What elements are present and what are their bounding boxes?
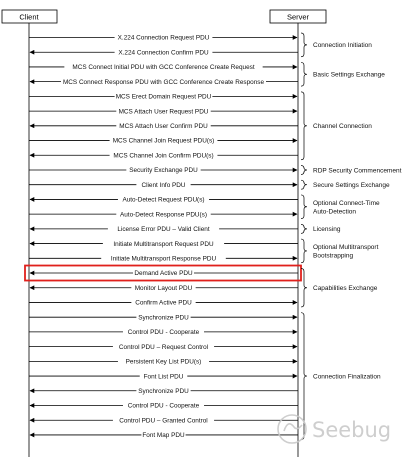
phase-label: Basic Settings Exchange [313, 71, 385, 79]
message-row [30, 239, 298, 248]
phase-group [301, 92, 372, 160]
message-row [30, 48, 298, 57]
message-label: Font Map PDU [142, 432, 185, 440]
message-row [30, 121, 298, 130]
message-label: MCS Erect Domain Request PDU [115, 93, 212, 101]
phase-group [301, 269, 378, 307]
message-label: MCS Channel Join Confirm PDU(s) [113, 152, 214, 160]
phase-brace [301, 165, 307, 174]
message-row [29, 342, 297, 351]
phase-group [301, 239, 379, 263]
message-label: MCS Channel Join Request PDU(s) [112, 137, 215, 145]
message-row [29, 313, 297, 322]
phase-group [301, 180, 390, 189]
message-row [30, 416, 298, 425]
phase-label: Optional Connect-Time [313, 199, 380, 207]
message-row [29, 357, 297, 366]
message-label: Client Info PDU [141, 181, 186, 189]
message-row [30, 401, 298, 410]
message-row [30, 77, 298, 86]
message-row [30, 224, 298, 233]
message-label: X.224 Connection Confirm PDU [118, 49, 209, 57]
phase-brace [301, 62, 307, 86]
phases [301, 33, 402, 439]
phase-label: Optional Multitransport [313, 243, 379, 251]
message-row [29, 165, 297, 174]
message-label: Font List PDU [143, 373, 184, 381]
messages [25, 33, 301, 439]
message-row [29, 33, 297, 42]
phase-group [301, 33, 372, 57]
message-label: Auto-Detect Response PDU(s) [119, 211, 208, 219]
message-label: MCS Attach User Confirm PDU [119, 123, 208, 131]
message-label: Control PDU - Cooperate [127, 402, 200, 410]
phase-label: Auto-Detection [313, 208, 356, 216]
phase-group [301, 165, 402, 174]
phase-brace [301, 180, 307, 189]
phase-label: Licensing [313, 226, 341, 234]
message-label: Demand Active PDU [134, 270, 193, 278]
message-row [30, 151, 298, 160]
message-label: Control PDU – Request Control [118, 343, 209, 351]
message-row [30, 430, 298, 439]
phase-label: Capabilities Exchange [313, 285, 378, 293]
phase-brace [301, 33, 307, 57]
message-row [29, 254, 297, 263]
message-label: Control PDU - Cooperate [127, 329, 200, 337]
message-row [30, 283, 298, 292]
server-label: Server [286, 12, 310, 22]
phase-brace [301, 92, 307, 160]
phase-label: Connection Finalization [313, 373, 381, 381]
phase-label: RDP Security Commencement [313, 167, 402, 175]
phase-group [301, 195, 380, 219]
message-row [30, 195, 298, 204]
message-label: Auto-Detect Request PDU(s) [122, 196, 205, 204]
message-label: Initiate Multitransport Response PDU [110, 255, 217, 263]
message-row [29, 107, 297, 116]
client-label: Client [19, 12, 39, 22]
phase-group [301, 62, 385, 86]
message-label: Persistent Key List PDU(s) [125, 358, 202, 366]
message-row [29, 327, 297, 336]
message-row [30, 386, 298, 395]
message-row [29, 92, 297, 101]
message-label: Control PDU – Granted Control [119, 417, 208, 425]
message-row [29, 180, 297, 189]
message-row [25, 266, 301, 281]
message-label: MCS Attach User Request PDU [118, 108, 209, 116]
seebug-watermark [278, 415, 391, 443]
message-label: MCS Connect Response PDU with GCC Conference Create Response [62, 78, 265, 86]
message-label: Monitor Layout PDU [134, 284, 193, 292]
phase-brace [301, 195, 307, 219]
message-label: Synchronize PDU [138, 387, 189, 395]
message-label: X.224 Connection Request PDU [117, 34, 210, 42]
message-label: MCS Connect Initial PDU with GCC Conference Create Request [72, 64, 255, 72]
message-row [29, 372, 297, 381]
phase-label: Bootstrapping [313, 252, 354, 260]
watermark-text: Seebug [312, 418, 392, 442]
message-label: License Error PDU – Valid Client [117, 226, 210, 234]
phase-label: Channel Connection [313, 123, 372, 131]
message-label: Confirm Active PDU [135, 299, 192, 307]
phase-group [301, 224, 341, 233]
message-row [29, 136, 297, 145]
phase-brace [301, 224, 307, 233]
message-label: Initiate Multitransport Request PDU [113, 240, 214, 248]
seebug-logo-icon [278, 415, 306, 443]
message-label: Synchronize PDU [138, 314, 189, 322]
phase-label: Secure Settings Exchange [313, 182, 390, 189]
message-label: Security Exchange PDU [129, 167, 198, 175]
message-row [29, 210, 297, 219]
phase-brace [301, 239, 307, 263]
phase-label: Connection Initiation [313, 42, 372, 50]
message-row [29, 62, 297, 71]
message-row [29, 298, 297, 307]
